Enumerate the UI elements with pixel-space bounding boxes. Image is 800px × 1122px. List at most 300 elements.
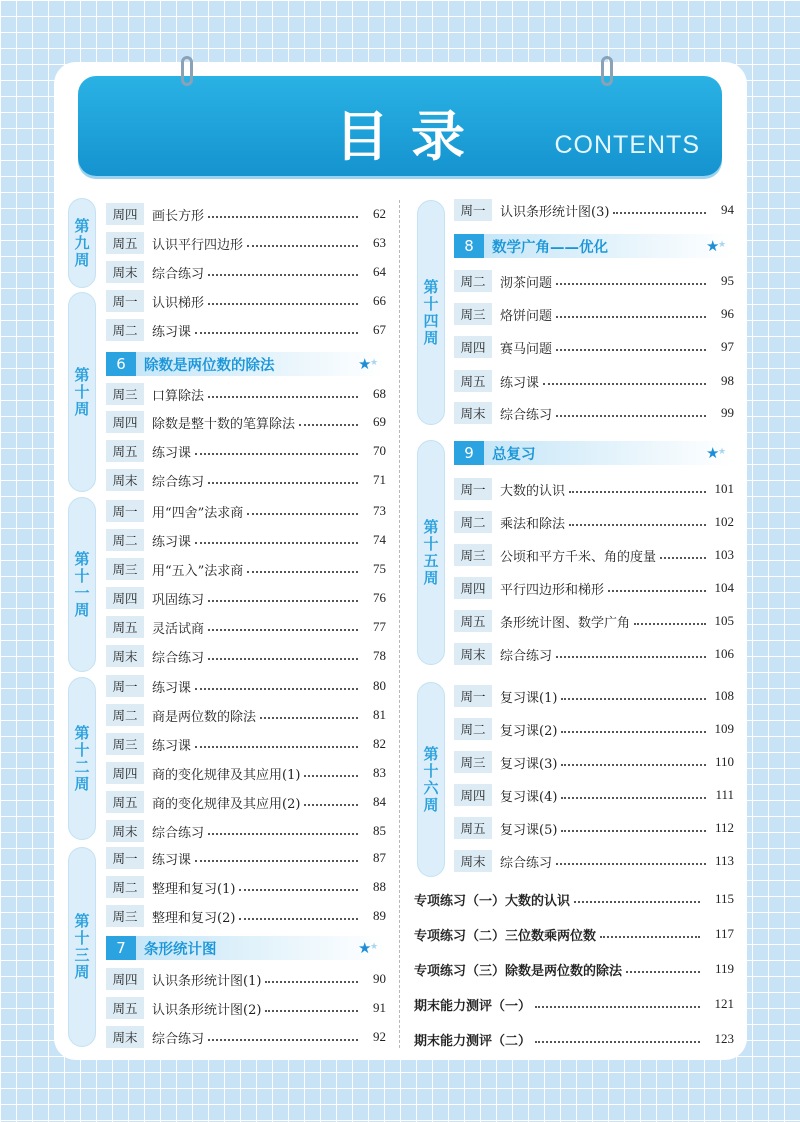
entry-topic: 灵活试商	[152, 621, 205, 637]
special-practice-entry[interactable]	[414, 921, 734, 947]
week-label-char: 第	[74, 365, 90, 384]
page-number: 70	[373, 443, 386, 458]
toc-entry[interactable]	[106, 288, 386, 314]
dot-leader	[556, 650, 706, 658]
week-label-char: 十	[74, 382, 90, 401]
entry-topic: 认识平行四边形	[152, 237, 244, 253]
week-label	[68, 497, 96, 672]
page-number: 96	[721, 306, 734, 321]
week-label-char: 周	[74, 250, 90, 269]
week-label-char: 十	[423, 294, 439, 313]
week-label-char: 第	[423, 277, 439, 296]
toc-entry[interactable]	[106, 845, 386, 871]
toc-entry[interactable]	[106, 317, 386, 343]
day-badge: 周四	[106, 203, 144, 225]
dot-leader	[260, 711, 358, 719]
toc-entry[interactable]	[106, 966, 386, 992]
entry-topic: 练习课	[152, 534, 192, 550]
day-badge: 周二	[454, 718, 492, 740]
toc-entry[interactable]	[106, 556, 386, 582]
toc-entry[interactable]	[454, 782, 734, 808]
week-label-char: 周	[423, 795, 439, 814]
small-star-icon: ★	[370, 358, 379, 368]
week-label	[68, 847, 96, 1047]
page-number: 62	[373, 206, 386, 221]
dot-leader	[608, 584, 706, 592]
dot-leader	[561, 758, 706, 766]
day-badge: 周四	[454, 577, 492, 599]
day-badge: 周末	[106, 261, 144, 283]
page-number: 121	[714, 996, 734, 1011]
day-badge: 周二	[106, 319, 144, 341]
unit-banner[interactable]	[454, 441, 732, 465]
entry-topic: 商是两位数的除法	[152, 709, 257, 725]
page-number: 66	[373, 293, 386, 308]
day-badge: 周五	[106, 791, 144, 813]
day-badge: 周三	[106, 383, 144, 405]
toc-entry[interactable]	[106, 498, 386, 524]
day-badge: 周五	[106, 616, 144, 638]
page-number: 84	[373, 794, 386, 809]
dot-leader	[265, 975, 358, 983]
day-badge: 周三	[454, 303, 492, 325]
page-number: 104	[714, 580, 734, 595]
day-badge: 周三	[454, 751, 492, 773]
entry-topic: 专项练习（二）三位数乘两位数	[414, 928, 597, 944]
page-number: 119	[714, 961, 734, 976]
page-number: 95	[721, 273, 734, 288]
entry-topic: 烙饼问题	[500, 308, 553, 324]
day-badge: 周五	[106, 997, 144, 1019]
dot-leader	[556, 277, 706, 285]
dot-leader	[265, 1004, 358, 1012]
dot-leader	[208, 297, 358, 305]
toc-entry[interactable]	[106, 259, 386, 285]
entry-topic: 复习课(3)	[500, 756, 558, 772]
week-label	[417, 682, 445, 877]
unit-number: 6	[106, 352, 136, 376]
toc-entry[interactable]	[106, 527, 386, 553]
entry-topic: 用“五入”法求商	[152, 563, 244, 579]
page-number: 106	[714, 646, 734, 661]
dot-leader	[239, 883, 358, 891]
special-practice-entry[interactable]	[414, 956, 734, 982]
page-number: 85	[373, 823, 386, 838]
star-icon: ★ ★	[358, 939, 379, 957]
dot-leader	[247, 565, 358, 573]
entry-topic: 练习课	[152, 680, 192, 696]
entry-topic: 练习课	[152, 738, 192, 754]
day-badge: 周一	[106, 500, 144, 522]
dot-leader	[208, 652, 358, 660]
page-number: 73	[373, 503, 386, 518]
entry-topic: 整理和复习(1)	[152, 881, 236, 897]
page-number: 81	[373, 707, 386, 722]
dot-leader	[247, 239, 358, 247]
day-badge: 周二	[454, 270, 492, 292]
day-badge: 周四	[454, 784, 492, 806]
dot-leader	[569, 518, 706, 526]
day-badge: 周五	[454, 610, 492, 632]
day-badge: 周末	[106, 1026, 144, 1048]
week-label-char: 十	[74, 740, 90, 759]
entry-topic: 综合练习	[500, 648, 553, 664]
week-label-char: 六	[423, 778, 439, 797]
entry-topic: 沏茶问题	[500, 275, 553, 291]
dot-leader	[600, 930, 700, 938]
entry-topic: 条形统计图、数学广角	[500, 615, 631, 631]
dot-leader	[208, 476, 358, 484]
entry-topic: 画长方形	[152, 208, 205, 224]
entry-topic: 专项练习（一）大数的认识	[414, 893, 571, 909]
entry-topic: 整理和复习(2)	[152, 910, 236, 926]
page-number: 123	[714, 1031, 734, 1046]
dot-leader	[561, 692, 706, 700]
day-badge: 周二	[106, 704, 144, 726]
dot-leader	[208, 623, 358, 631]
toc-entry[interactable]	[106, 673, 386, 699]
special-practice-entry[interactable]	[414, 991, 734, 1017]
day-badge: 周末	[454, 402, 492, 424]
entry-topic: 练习课	[152, 324, 192, 340]
page-number: 94	[721, 202, 734, 217]
toc-entry[interactable]	[454, 848, 734, 874]
week-label-char: 一	[74, 583, 90, 602]
day-badge: 周二	[106, 529, 144, 551]
entry-topic: 认识梯形	[152, 295, 205, 311]
dot-leader	[634, 617, 706, 625]
dot-leader	[195, 682, 358, 690]
page-number: 115	[714, 891, 734, 906]
entry-topic: 复习课(5)	[500, 822, 558, 838]
day-badge: 周末	[106, 469, 144, 491]
page-number: 77	[373, 619, 386, 634]
toc-entry[interactable]	[454, 716, 734, 742]
toc-entry[interactable]	[106, 731, 386, 757]
dot-leader	[208, 594, 358, 602]
entry-topic: 复习课(4)	[500, 789, 558, 805]
toc-entry[interactable]	[106, 467, 386, 493]
unit-title: 总复习	[492, 446, 536, 463]
page-number: 74	[373, 532, 386, 547]
contents-header	[78, 76, 722, 176]
entry-topic: 平行四边形和梯形	[500, 582, 605, 598]
page-number: 82	[373, 736, 386, 751]
toc-entry[interactable]	[106, 903, 386, 929]
toc-entry[interactable]	[454, 400, 734, 426]
unit-banner[interactable]	[106, 352, 384, 376]
small-star-icon: ★	[370, 942, 379, 952]
page-subtitle: CONTENTS	[554, 131, 700, 159]
entry-topic: 认识条形统计图(3)	[500, 204, 610, 220]
toc-entry[interactable]	[454, 749, 734, 775]
toc-entry[interactable]	[454, 542, 734, 568]
week-label	[417, 200, 445, 425]
day-badge: 周四	[106, 968, 144, 990]
toc-entry[interactable]	[454, 641, 734, 667]
dot-leader	[195, 854, 358, 862]
day-badge: 周五	[454, 370, 492, 392]
toc-entry[interactable]	[106, 409, 386, 435]
entry-topic: 期末能力测评（二）	[414, 1033, 532, 1049]
entry-topic: 复习课(2)	[500, 723, 558, 739]
toc-entry[interactable]	[454, 509, 734, 535]
toc-entry[interactable]	[454, 575, 734, 601]
special-practice-entry[interactable]	[414, 1026, 734, 1052]
binder-ring-left	[181, 56, 193, 86]
toc-entry[interactable]	[106, 789, 386, 815]
page-number: 89	[373, 908, 386, 923]
dot-leader	[543, 377, 706, 385]
entry-topic: 除数是整十数的笔算除法	[152, 416, 296, 432]
page-number: 97	[721, 339, 734, 354]
dot-leader	[561, 824, 706, 832]
week-label-char: 周	[423, 328, 439, 347]
day-badge: 周三	[106, 558, 144, 580]
entry-topic: 综合练习	[500, 855, 553, 871]
week-label-char: 第	[423, 744, 439, 763]
page-number: 63	[373, 235, 386, 250]
entry-topic: 综合练习	[152, 266, 205, 282]
week-label-char: 第	[74, 549, 90, 568]
page-number: 92	[373, 1029, 386, 1044]
dot-leader	[195, 740, 358, 748]
entry-topic: 巩固练习	[152, 592, 205, 608]
dot-leader	[556, 343, 706, 351]
dot-leader	[195, 447, 358, 455]
week-label-char: 十	[74, 566, 90, 585]
unit-banner[interactable]	[454, 234, 732, 258]
entry-topic: 赛马问题	[500, 341, 553, 357]
star-icon: ★ ★	[358, 355, 379, 373]
week-label	[68, 677, 96, 840]
dot-leader	[574, 895, 700, 903]
week-label-char: 第	[74, 723, 90, 742]
dot-leader	[556, 409, 706, 417]
star-icon: ★ ★	[706, 444, 727, 462]
day-badge: 周末	[106, 820, 144, 842]
toc-entry[interactable]	[106, 438, 386, 464]
entry-topic: 练习课	[500, 375, 540, 391]
toc-entry[interactable]	[106, 381, 386, 407]
week-label-char: 第	[423, 517, 439, 536]
page-number: 68	[373, 386, 386, 401]
toc-entry[interactable]	[454, 197, 734, 223]
day-badge: 周一	[454, 478, 492, 500]
week-label-char: 十	[423, 534, 439, 553]
dot-leader	[561, 725, 706, 733]
week-label-char: 三	[74, 946, 90, 964]
unit-number: 8	[454, 234, 484, 258]
entry-topic: 认识条形统计图(1)	[152, 973, 262, 989]
day-badge: 周五	[106, 232, 144, 254]
page-number: 67	[373, 322, 386, 337]
dot-leader	[304, 769, 358, 777]
page-number: 83	[373, 765, 386, 780]
day-badge: 周一	[106, 675, 144, 697]
week-label-char: 周	[74, 963, 90, 981]
toc-entry[interactable]	[106, 818, 386, 844]
unit-title: 除数是两位数的除法	[144, 357, 275, 374]
entry-topic: 大数的认识	[500, 483, 566, 499]
dot-leader	[208, 390, 358, 398]
page-number: 75	[373, 561, 386, 576]
dot-leader	[247, 507, 358, 515]
toc-entry[interactable]	[106, 230, 386, 256]
column-divider	[399, 200, 400, 1048]
week-label-char: 九	[74, 233, 90, 252]
week-label-char: 周	[74, 774, 90, 793]
page-title: 目录	[335, 105, 487, 168]
toc-entry[interactable]	[454, 301, 734, 327]
toc-entry[interactable]	[106, 585, 386, 611]
entry-topic: 综合练习	[152, 474, 205, 490]
day-badge: 周二	[106, 876, 144, 898]
entry-topic: 期末能力测评（一）	[414, 998, 532, 1014]
entry-topic: 商的变化规律及其应用(2)	[152, 796, 301, 812]
dot-leader	[299, 418, 358, 426]
dot-leader	[208, 268, 358, 276]
unit-number: 9	[454, 441, 484, 465]
week-label	[68, 198, 96, 288]
page-number: 113	[714, 853, 734, 868]
day-badge: 周四	[106, 587, 144, 609]
dot-leader	[208, 210, 358, 218]
entry-topic: 商的变化规律及其应用(1)	[152, 767, 301, 783]
entry-topic: 公顷和平方千米、角的度量	[500, 549, 657, 565]
star-icon: ★ ★	[706, 237, 727, 255]
week-label-char: 十	[423, 761, 439, 780]
page-number: 99	[721, 405, 734, 420]
page-number: 64	[373, 264, 386, 279]
day-badge: 周四	[106, 411, 144, 433]
day-badge: 周末	[454, 850, 492, 872]
day-badge: 周五	[106, 440, 144, 462]
entry-topic: 综合练习	[152, 825, 205, 841]
page-number: 117	[714, 926, 734, 941]
toc-entry[interactable]	[454, 368, 734, 394]
week-label	[417, 440, 445, 665]
day-badge: 周三	[106, 905, 144, 927]
week-label-char: 周	[74, 600, 90, 619]
week-label-char: 二	[74, 757, 90, 776]
day-badge: 周四	[454, 336, 492, 358]
toc-entry[interactable]	[454, 476, 734, 502]
entry-topic: 练习课	[152, 852, 192, 868]
page-number: 78	[373, 648, 386, 663]
dot-leader	[208, 827, 358, 835]
toc-entry[interactable]	[454, 815, 734, 841]
day-badge: 周四	[106, 762, 144, 784]
toc-entry[interactable]	[106, 1024, 386, 1050]
entry-topic: 综合练习	[500, 407, 553, 423]
day-badge: 周末	[454, 643, 492, 665]
page-number: 108	[714, 688, 734, 703]
page-number: 76	[373, 590, 386, 605]
page-number: 90	[373, 971, 386, 986]
dot-leader	[195, 326, 358, 334]
page-number: 111	[715, 787, 734, 802]
dot-leader	[556, 310, 706, 318]
page-number: 88	[373, 879, 386, 894]
dot-leader	[626, 965, 700, 973]
toc-entry[interactable]	[106, 995, 386, 1021]
toc-entry[interactable]	[454, 608, 734, 634]
dot-leader	[660, 551, 706, 559]
toc-entry[interactable]	[106, 702, 386, 728]
dot-leader	[556, 857, 706, 865]
dot-leader	[304, 798, 358, 806]
toc-entry[interactable]	[106, 614, 386, 640]
page-number: 71	[373, 472, 386, 487]
entry-topic: 用“四舍”法求商	[152, 505, 244, 521]
day-badge: 周一	[454, 685, 492, 707]
dot-leader	[535, 1035, 700, 1043]
dot-leader	[208, 1033, 358, 1041]
dot-leader	[569, 485, 706, 493]
binder-ring-right	[601, 56, 613, 86]
toc-entry[interactable]	[106, 643, 386, 669]
special-practice-entry[interactable]	[414, 886, 734, 912]
entry-topic: 练习课	[152, 445, 192, 461]
toc-entry[interactable]	[454, 334, 734, 360]
page-number: 101	[714, 481, 734, 496]
entry-topic: 乘法和除法	[500, 516, 566, 532]
page-number: 110	[714, 754, 734, 769]
week-label-char: 四	[423, 311, 439, 330]
day-badge: 周一	[106, 290, 144, 312]
page-number: 103	[714, 547, 734, 562]
entry-topic: 口算除法	[152, 388, 205, 404]
entry-topic: 综合练习	[152, 650, 205, 666]
week-label-char: 十	[74, 929, 90, 947]
entry-topic: 复习课(1)	[500, 690, 558, 706]
page-number: 87	[373, 850, 386, 865]
unit-title: 数学广角——优化	[492, 239, 608, 256]
dot-leader	[561, 791, 706, 799]
week-label	[68, 292, 96, 492]
dot-leader	[535, 1000, 700, 1008]
toc-entry[interactable]	[106, 874, 386, 900]
page-number: 98	[721, 373, 734, 388]
toc-entry[interactable]	[106, 760, 386, 786]
day-badge: 周末	[106, 645, 144, 667]
week-label-char: 周	[423, 568, 439, 587]
small-star-icon: ★	[718, 240, 727, 250]
page-number: 102	[714, 514, 734, 529]
page-number: 69	[373, 414, 386, 429]
day-badge: 周五	[454, 817, 492, 839]
unit-banner[interactable]	[106, 936, 384, 960]
dot-leader	[239, 912, 358, 920]
small-star-icon: ★	[718, 447, 727, 457]
toc-entry[interactable]	[106, 201, 386, 227]
entry-topic: 认识条形统计图(2)	[152, 1002, 262, 1018]
entry-topic: 专项练习（三）除数是两位数的除法	[414, 963, 623, 979]
toc-entry[interactable]	[454, 683, 734, 709]
day-badge: 周一	[454, 199, 492, 221]
week-label-char: 第	[74, 216, 90, 235]
toc-entry[interactable]	[454, 268, 734, 294]
page-number: 112	[714, 820, 734, 835]
day-badge: 周二	[454, 511, 492, 533]
dot-leader	[613, 206, 706, 214]
unit-number: 7	[106, 936, 136, 960]
week-label-char: 周	[74, 399, 90, 418]
week-label-char: 第	[74, 912, 90, 930]
page-number: 91	[373, 1000, 386, 1015]
unit-title: 条形统计图	[144, 941, 217, 958]
